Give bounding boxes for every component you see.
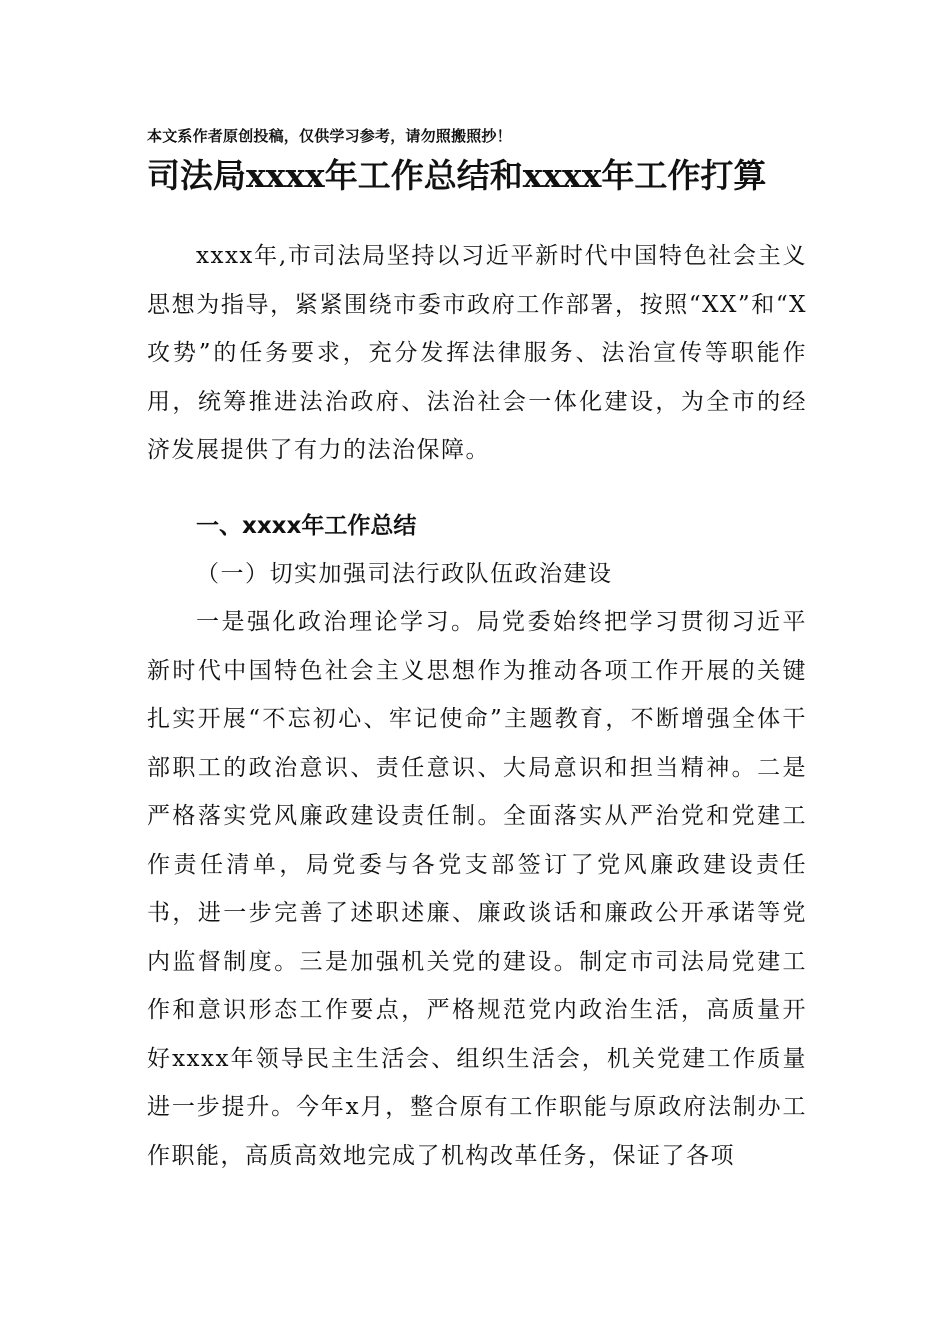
intro-paragraph: xxxx年,市司法局坚持以习近平新时代中国特色社会主义思想为指导，紧紧围绕市委市政府工作部署，按照“XX”和“X攻势”的任务要求，充分发挥法律服务、法治宣传等职能作用，统筹推进法治政府、法治社会一体化建设，为全市的经济发展提供了有力的法治保障。 (147, 243, 807, 463)
document-title: 司法局xxxx年工作总结和xxxx年工作打算 (147, 156, 767, 195)
section-heading: 一、xxxx年工作总结 (196, 513, 417, 539)
subsection-heading: （一）切实加强司法行政队伍政治建设 (196, 561, 613, 587)
body-paragraph: 一是强化政治理论学习。局党委始终把学习贯彻习近平新时代中国特色社会主义思想作为推动各项工作开展的关键扎实开展“不忘初心、牢记使命”主题教育，不断增强全体干部职工的政治意识、责任意识、大局意识和担当精神。二是严格落实党风廉政建设责任制。全面落实从严治党和党建工作责任清单，局党委与各党支部签订了党风廉政建设责任书，进一步完善了述职述廉、廉政谈话和廉政公开承诺等党内监督制度。三是加强机关党的建设。制定市司法局党建工作和意识形态工作要点，严格规范党内政治生活，高质量开好xxxx年领导民主生活会、组织生活会，机关党建工作质量进一步提升。今年x月，整合原有工作职能与原政府法制办工作职能，高质高效地完成了机构改革任务，保证了各项 (147, 609, 807, 1169)
copyright-notice: 本文系作者原创投稿，仅供学习参考，请勿照搬照抄！ (147, 127, 512, 145)
